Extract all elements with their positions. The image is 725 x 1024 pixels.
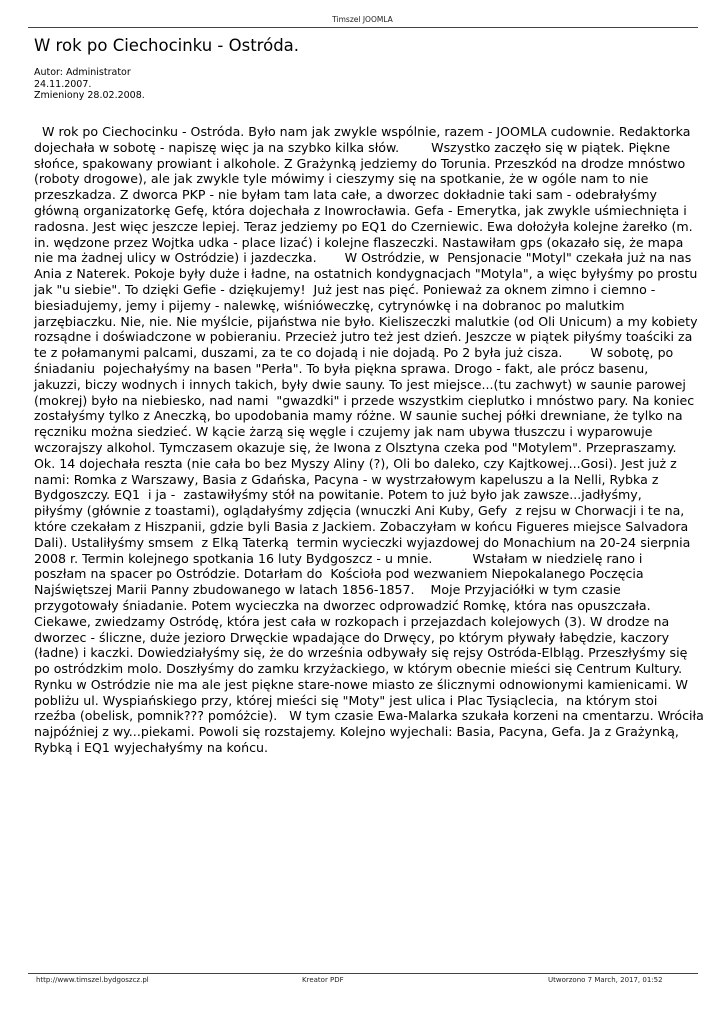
article-body-line: piłyśmy (głównie z toastami), oglądałyśmy zdjęcia (wnuczki Ani Kuby, Gefy z rejsu w Chorwacji i te na, xyxy=(34,503,685,519)
article-body-line: Rynku w Ostródzie nie ma ale jest piękne stare-nowe miasto ze ślicznymi odnowionymi kamienicami. W xyxy=(34,676,689,692)
article-body-line: Rybką i EQ1 wyjechałyśmy na końcu. xyxy=(34,740,268,756)
article-body-line: pobliżu ul. Wyspiańskiego przy, której mieści się "Moty" jest ulica i Plac Tysiąclecia, na którym stoi xyxy=(34,692,658,708)
article-body-line: jakuzzi, biczy wodnych i innych takich, były dwie sauny. To jest miejsce...(tu zachwyt) w saunie parowej xyxy=(34,376,686,392)
article-body-line: jak "u siebie". To dzięki Gefie - dziękujemy! Już jest nas pięć. Ponieważ za oknem zimno i ciemno - xyxy=(34,281,656,297)
footer-created: Utworzono 7 March, 2017, 01:52 xyxy=(548,976,663,984)
article-body-line: Najświętszej Marii Panny zbudowanego w latach 1856-1857. Moje Przyjaciółki w tym czasie xyxy=(34,582,621,598)
header-divider xyxy=(28,27,698,28)
article-body-line: dworzec - śliczne, duże jezioro Drwęckie wpadające do Drwęcy, po którym pływały łabędzie, kaczory xyxy=(34,629,670,645)
footer-url: http://www.timszel.bydgoszcz.pl xyxy=(36,976,149,984)
article-body-line: (ładne) i kaczki. Dowiedziałyśmy się, że do września odbywały się rejsy Ostróda-Elbląg. Przeszłyśmy się xyxy=(34,645,688,661)
footer-divider xyxy=(28,973,698,974)
article-body-line: rzeźba (obelisk, pomnik??? pomóżcie). W tym czasie Ewa-Malarka szukała korzeni na cmentarzu. Wróciła xyxy=(34,708,704,724)
article-meta xyxy=(34,67,145,102)
article-body-line: główną organizatorkę Gefę, która dojechała z Inowrocławia. Gefa - Emerytka, jak zwykle uśmiechnięta i xyxy=(34,202,687,218)
article-body-line: 2008 r. Termin kolejnego spotkania 16 luty Bydgoszcz - u mnie. Wstałam w niedzielę rano i xyxy=(34,550,643,566)
article-body-line: (roboty drogowe), ale jak zwykle tyle mówimy i cieszymy się na spotkanie, że w ogóle nam to nie xyxy=(34,171,649,187)
article-author: Autor: Administrator xyxy=(34,67,131,78)
article-body-line: Dali). Ustaliłyśmy smsem z Elką Taterką termin wycieczki wyjazdowej do Monachium na 20-24 sierpnia xyxy=(34,534,691,550)
article-body-line: nie ma żadnej ulicy w Ostródzie) i jazdeczka. W Ostródzie, w Pensjonacie "Motyl" czekała już na nas xyxy=(34,250,692,266)
article-body-line: słońce, spakowany prowiant i alkohole. Z Grażynką jedziemy do Torunia. Przeszkód na drodze mnóstwo xyxy=(34,155,686,171)
article-body-line: przygotowały śniadanie. Potem wycieczka na dworzec odprowadzić Romkę, która nas opuszczała. xyxy=(34,597,651,613)
footer-generator: Kreator PDF xyxy=(302,976,344,984)
article-body-line: biesiadujemy, jemy i pijemy - nalewkę, wiśnióweczkę, cytrynówkę i na dobranoc po malutkim xyxy=(34,297,625,313)
header-site-title: Timszel JOOMLA xyxy=(332,15,393,24)
article-body-line: ręczniku można siedzieć. W kącie żarzą się węgle i czujemy jak nam ubywa tłuszczu i wyparowuje xyxy=(34,424,653,440)
article-body-line: które czekałam z Hiszpanii, gdzie byli Basia z Jackiem. Zobaczyłam w końcu Figueres miejsce Salvadora xyxy=(34,518,689,534)
article-body-line: po ostródzkim molo. Doszłyśmy do zamku krzyżackiego, w którym obecnie mieści się Centrum Kultury. xyxy=(34,661,683,677)
article-created-date: 24.11.2007. xyxy=(34,78,92,90)
article-body-line: radosna. Jest więc jeszcze lepiej. Teraz jedziemy po EQ1 do Czerniewic. Ewa dołożyła kolejne żarełko (m. xyxy=(34,218,693,234)
article-body-line: dojechała w sobotę - napiszę więc ja na szybko kilka słów. Wszystko zaczęło się w piątek. Piękne xyxy=(34,139,671,155)
article-body-line: jarzębiaczku. Nie, nie. Nie myślcie, pijaństwa nie było. Kieliszeczki malutkie (od Oli Unicum) a my kobiety xyxy=(34,313,698,329)
article-body-line: wczorajszy alkohol. Tymczasem okazuje się, że Iwona z Olsztyna czeka pod "Motylem". Przepraszamy. xyxy=(34,439,677,455)
article-title: W rok po Ciechocinku - Ostróda. xyxy=(34,36,300,55)
article-body-line: (mokrej) było na niebiesko, nad nami "gwazdki" i przede wszystkim cieplutko i mnóstwo pary. Na koniec xyxy=(34,392,695,408)
article-body-line: Bydgoszczy. EQ1 i ja - zastawiłyśmy stół na powitanie. Potem to już było jak zawsze...jadłyśmy, xyxy=(34,487,642,503)
article-body-line: nami: Romka z Warszawy, Basia z Gdańska, Pacyna - w wystrzałowym kapeluszu a la Nelli, Rybka z xyxy=(34,471,659,487)
article-body-line: Ciekawe, zwiedzamy Ostródę, która jest cała w rozkopach i przejazdach kolejowych (3). W drodze na xyxy=(34,613,670,629)
article-body-line: śniadaniu pojechałyśmy na basen "Perła". To była piękna sprawa. Drogo - fakt, ale prócz basenu, xyxy=(34,360,649,376)
article-body-line: rozsądne i doświadczone w pobieraniu. Przecież jutro też jest dzień. Jeszcze w piątek piłyśmy toaściki za xyxy=(34,329,693,345)
article-body-line: najpóźniej z wy...piekami. Powoli się rozstajemy. Kolejno wyjechali: Basia, Pacyna, Gefa. Ja z Grażynką, xyxy=(34,724,679,740)
article-body-line: te z połamanymi palcami, duszami, za te co dojadą i nie dojadą. Po 2 była już cisza. W sobotę, po xyxy=(34,345,674,361)
article-body-line: poszłam na spacer po Ostródzie. Dotarłam do Kościoła pod wezwaniem Niepokalanego Poczęcia xyxy=(34,566,644,582)
article-body xyxy=(34,124,704,756)
article-body-line: zostałyśmy tylko z Aneczką, bo upodobania mamy różne. W saunie suchej półki drewniane, że tylko na xyxy=(34,408,683,424)
article-body-line: in. wędzone przez Wojtka udka - place lizać) i kolejne flaszeczki. Nastawiłam gps (okazało się, że mapa xyxy=(34,234,684,250)
article-body-line: Ania z Naterek. Pokoje były duże i ładne, na ostatnich kondygnacjach "Motyla", a więc byłyśmy po prostu xyxy=(34,266,698,282)
article-body-line: W rok po Ciechocinku - Ostróda. Było nam jak zwykle wspólnie, razem - JOOMLA cudownie. Redaktorka xyxy=(34,124,691,139)
article-body-line: przeszkadza. Z dworca PKP - nie byłam tam lata całe, a dworzec dokładnie taki sam - odebrałyśmy xyxy=(34,187,657,203)
article-body-line: Ok. 14 dojechała reszta (nie cała bo bez Myszy Aliny (?), Oli bo daleko, czy Kajtkowej...Gosi). Jest już z xyxy=(34,455,677,471)
article-modified-date: Zmieniony 28.02.2008. xyxy=(34,90,145,101)
